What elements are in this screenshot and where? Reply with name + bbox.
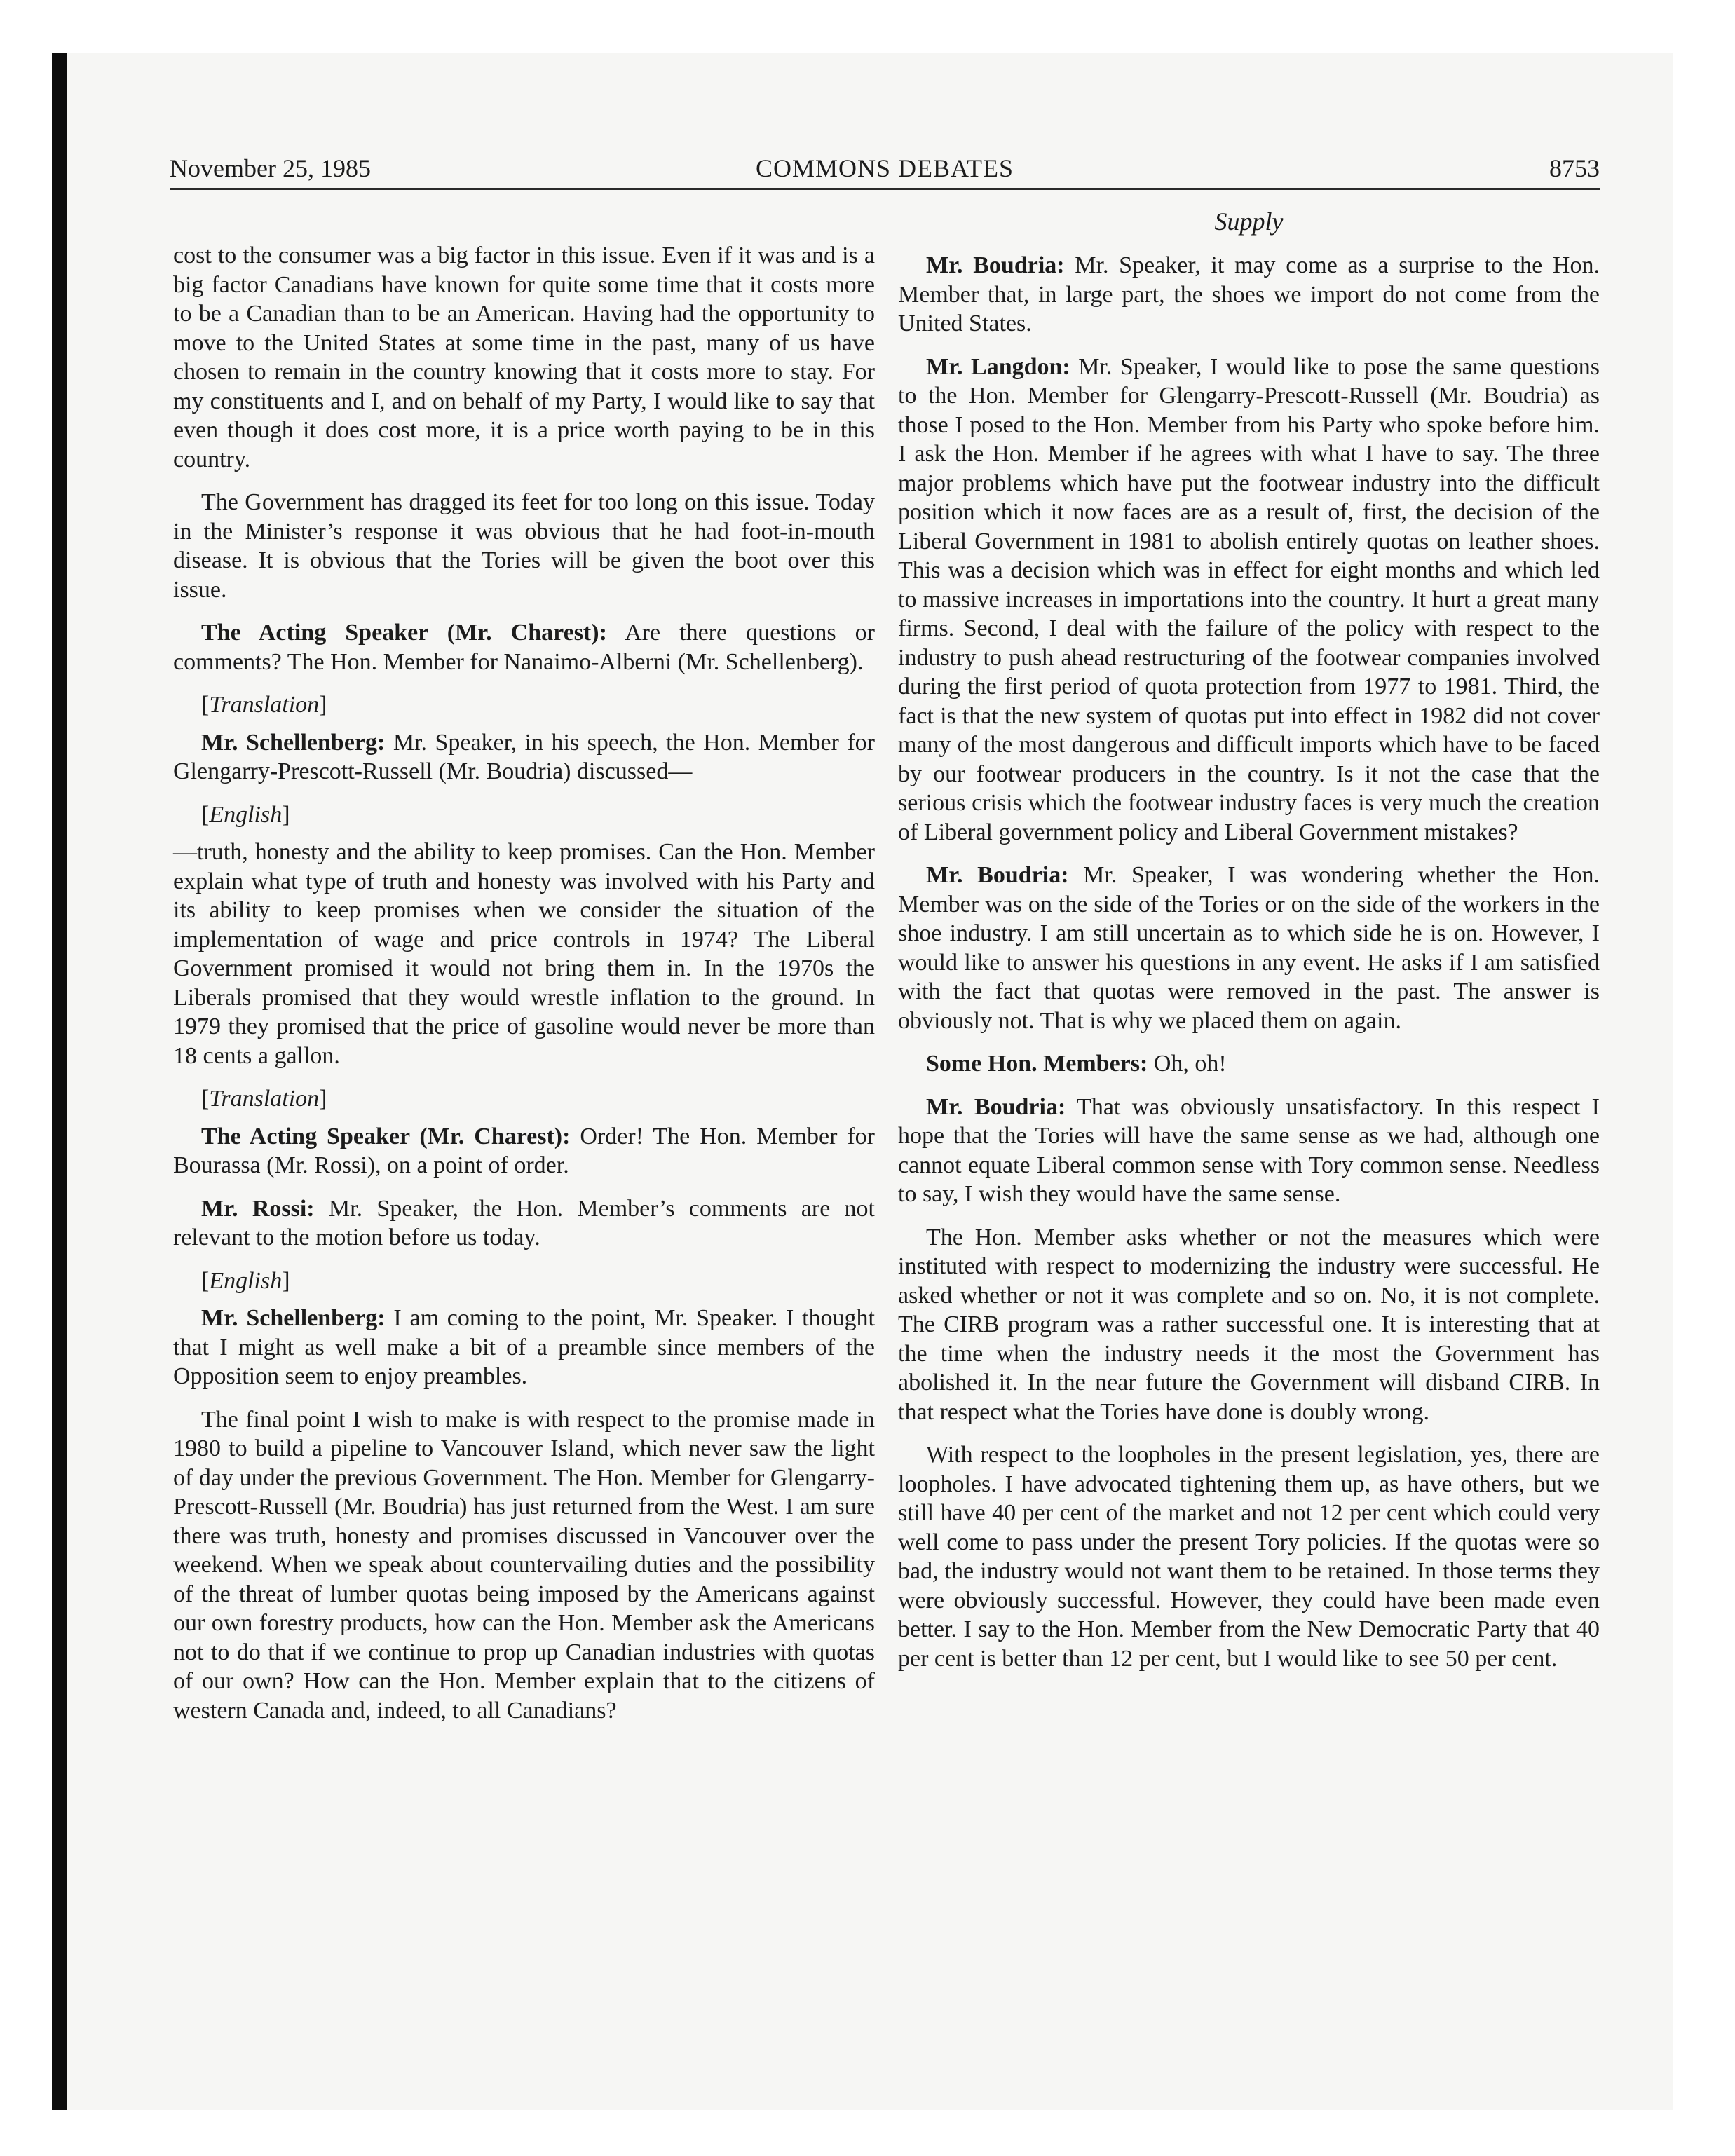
speaker-name: The Acting Speaker (Mr. Charest): xyxy=(201,1123,571,1149)
header-page-number: 8753 xyxy=(1549,154,1600,182)
language-tag-text: English xyxy=(209,1267,283,1294)
speech-paragraph xyxy=(898,861,1600,1035)
paragraph: —truth, honesty and the ability to keep promises. Can the Hon. Member explain what type of truth and honesty was involved with his Party and its ability to keep promises when we consider the situation of the implementation of wage and price controls in 1974? The Liberal Government promised it would not bring them in. In the 1970s the Liberals promised that they would wrestle inflation to the ground. In 1979 they promised that the price of gasoline would never be more than 18 cents a gallon. xyxy=(173,839,875,1069)
speaker-name: Some Hon. Members: xyxy=(926,1051,1148,1077)
speech-paragraph xyxy=(898,353,1600,847)
language-tag: [Translation] xyxy=(201,1086,327,1112)
speech-text: Oh, oh! xyxy=(1148,1051,1227,1077)
scan-edge-shadow xyxy=(52,53,67,2110)
speech-paragraph xyxy=(173,728,875,786)
speech-paragraph xyxy=(173,1194,875,1253)
speaker-name: Mr. Schellenberg: xyxy=(201,1305,386,1331)
speaker-name: Mr. Schellenberg: xyxy=(201,729,386,756)
speech-text: Mr. Speaker, I was wondering whether the Hon. Member was on the side of the Tories or on the side of the workers in the shoe industry. I am still uncertain as to which side he is on. However, I would like to answer his questions in any event. He asks if I am satisfied with the fact that quotas were removed in the past. The answer is obviously not. That is why we placed them on again. xyxy=(898,862,1600,1034)
speech-text: Are there questions or comments? The Hon. Member for Nanaimo-Alberni (Mr. Schellenberg). xyxy=(173,620,875,675)
speaker-name: Mr. Boudria: xyxy=(926,252,1065,278)
speech-text: Mr. Speaker, in his speech, the Hon. Member for Glengarry-Prescott-Russell (Mr. Boudria) discussed— xyxy=(173,729,875,784)
paragraph: cost to the consumer was a big factor in this issue. Even if it was and is a big factor Canadians have known for quite some time that it costs more to be a Canadian than to be an American. Having had the opportunity to move to the United States at some time in the past, many of us have chosen to remain in the country knowing that it costs more to stay. For my constituents and I, and on behalf of my Party, I would like to say that even though it does cost more, it is a price worth paying to be in this country. xyxy=(173,243,875,472)
header-rule xyxy=(170,188,1600,190)
speech-paragraph xyxy=(898,1093,1600,1209)
speech-paragraph xyxy=(173,618,875,676)
paragraph: The Hon. Member asks whether or not the measures which were instituted with respect to modernizing the industry were successful. He asked whether or not it was complete and so on. No, it is not complete. The CIRB program was a rather successful one. It is interesting that at the time when the industry needs it the most the Government has abolished it. In the near future the Government will disband CIRB. In that respect what the Tories have done is doubly wrong. xyxy=(898,1224,1600,1425)
speech-paragraph xyxy=(898,251,1600,339)
language-tag: [Translation] xyxy=(201,692,327,718)
language-tag-text: English xyxy=(209,801,283,828)
language-tag: [English] xyxy=(201,801,290,828)
speaker-name: Mr. Langdon: xyxy=(926,353,1070,380)
speaker-name: The Acting Speaker (Mr. Charest): xyxy=(201,620,607,646)
speech-text: Mr. Speaker, I would like to pose the same questions to the Hon. Member for Glengarry-Prescott-Russell (Mr. Boudria) as those I posed to the Hon. Member from his Party who spoke before him. I ask the Hon. Member if he agrees with what I have to say. The three major problems which have put the footwear industry into the difficult position which it now faces are as a result of, first, the decision of the Liberal Government in 1981 to abolish entirely quotas on leather shoes. This was a decision which was in effect for eight months and which led to massive increases in importations into the country. It hurt a great many firms. Second, I deal with the failure of the policy with respect to the industry to push ahead restructuring of the footwear companies involved during the first period of quota protection from 1977 to 1981. Third, the fact is that the new system of quotas put into effect in 1982 did not cover many of the most dangerous and difficult imports which have to be faced by our footwear producers in the country. Is it not the case that the serious crisis which the footwear industry faces is very much the creation of Liberal government policy and Liberal Government mistakes? xyxy=(898,353,1600,845)
speech-text: Mr. Speaker, it may come as a surprise to the Hon. Member that, in large part, the shoes we import do not come from the United States. xyxy=(898,252,1600,336)
speech-text: That was obviously unsatisfactory. In this respect I hope that the Tories will have the same sense as we had, although one cannot equate Liberal common sense with Tory common sense. Needless to say, I wish they would have the same sense. xyxy=(898,1093,1600,1207)
speech-text: Mr. Speaker, the Hon. Member’s comments are not relevant to the motion before us today. xyxy=(173,1195,875,1250)
section-title: Supply xyxy=(1214,207,1284,236)
language-tag: [English] xyxy=(201,1267,290,1294)
speaker-name: Mr. Boudria: xyxy=(926,862,1069,888)
speech-text: Order! The Hon. Member for Bourassa (Mr. Rossi), on a point of order. xyxy=(173,1123,875,1178)
speaker-name: Mr. Boudria: xyxy=(926,1093,1066,1120)
language-tag-text: Translation xyxy=(209,692,320,718)
speech-text: I am coming to the point, Mr. Speaker. I thought that I might as well make a bit of a preamble since members of the Opposition seem to enjoy preambles. xyxy=(173,1305,875,1389)
speech-paragraph xyxy=(898,1049,1600,1079)
speech-paragraph xyxy=(173,1304,875,1391)
header-date: November 25, 1985 xyxy=(170,154,371,182)
speaker-name: Mr. Rossi: xyxy=(201,1195,315,1222)
paragraph: The Government has dragged its feet for too long on this issue. Today in the Minister’s response it was obvious that he had foot-in-mouth disease. It is obvious that the Tories will be given the boot over this issue. xyxy=(173,489,875,603)
left-column xyxy=(173,241,875,1739)
paragraph: With respect to the loopholes in the present legislation, yes, there are loopholes. I have advocated tightening them up, as have others, but we still have 40 per cent of the market and not 12 per cent which could very well come to pass under the present Tory policies. If the quotas were so bad, the industry would not want them to be retained. In those terms they were obviously successful. However, they could have been made even better. I say to the Hon. Member from the New Democratic Party that 40 per cent is better than 12 per cent, but I would like to see 50 per cent. xyxy=(898,1442,1600,1672)
speech-paragraph xyxy=(173,1122,875,1180)
page-header xyxy=(170,150,1600,186)
header-publication: COMMONS DEBATES xyxy=(755,154,1014,182)
right-column xyxy=(898,206,1600,1687)
language-tag-text: Translation xyxy=(209,1086,320,1112)
paragraph: The final point I wish to make is with respect to the promise made in 1980 to build a pipeline to Vancouver Island, which never saw the light of day under the previous Government. The Hon. Member for Glengarry-Prescott-Russell (Mr. Boudria) has just returned from the West. I am sure there was truth, honesty and promises discussed in Vancouver over the weekend. When we speak about countervailing duties and the possibility of the threat of lumber quotas being imposed by the Americans against our own forestry products, how can the Hon. Member ask the Americans not to do that if we continue to prop up Canadian industries with quotas of our own? How can the Hon. Member explain that to the citizens of western Canada and, indeed, to all Canadians? xyxy=(173,1406,875,1724)
